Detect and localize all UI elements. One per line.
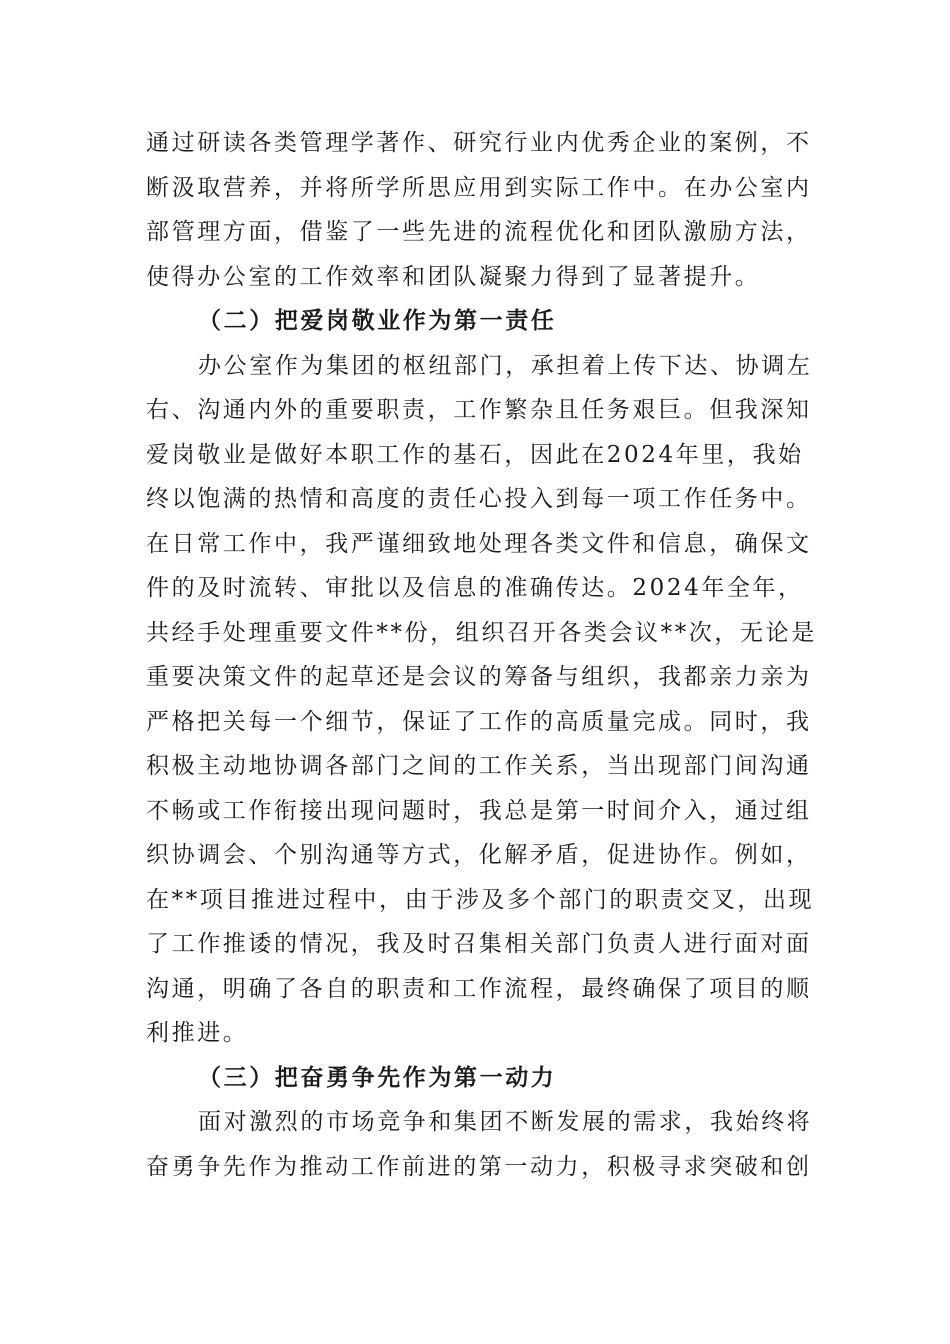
paragraph-line: 在日常工作中，我严谨细致地处理各类文件和信息，确保文 (146, 530, 812, 557)
paragraph-line: 不畅或工作衔接出现问题时，我总是第一时间介入，通过组 (146, 797, 812, 824)
paragraph-line: 面对激烈的市场竞争和集团不断发展的需求，我始终将 (198, 1109, 813, 1135)
paragraph-line: 件的及时流转、审批以及信息的准确传达。2024年全年， (146, 575, 804, 601)
paragraph-line: 断汲取营养，并将所学所思应用到实际工作中。在办公室内 (146, 174, 812, 201)
paragraph-line: 通过研读各类管理学著作、研究行业内优秀企业的案例，不 (146, 130, 812, 156)
paragraph-line: 共经手处理重要文件**份，组织召开各类会议**次，无论是 (146, 619, 817, 646)
paragraph-line: 在**项目推进过程中，由于涉及多个部门的职责交叉，出现 (146, 886, 815, 913)
paragraph-line: 办公室作为集团的枢纽部门，承担着上传下达、协调左 (198, 352, 813, 379)
paragraph-line: 了工作推诿的情况，我及时召集相关部门负责人进行面对面 (146, 931, 812, 957)
paragraph-line: 终以饱满的热情和高度的责任心投入到每一项工作任务中。 (146, 486, 812, 512)
document-body (146, 121, 817, 1189)
paragraph-line: 沟通，明确了各自的职责和工作流程，最终确保了项目的顺 (146, 975, 812, 1002)
section-heading: （二）把爱岗敬业作为第一责任 (198, 307, 557, 334)
section-heading: （三）把奋勇争先作为第一动力 (198, 1063, 557, 1091)
paragraph-line: 奋勇争先作为推动工作前进的第一动力，积极寻求突破和创 (146, 1153, 812, 1180)
paragraph-line: 爱岗敬业是做好本职工作的基石，因此在2024年里，我始 (146, 441, 804, 468)
paragraph-line: 使得办公室的工作效率和团队凝聚力得到了显著提升。 (146, 263, 761, 290)
paragraph-line: 重要决策文件的起草还是会议的筹备与组织，我都亲力亲为 (146, 664, 812, 690)
paragraph-line: 右、沟通内外的重要职责，工作繁杂且任务艰巨。但我深知 (146, 397, 812, 423)
paragraph-line: 织协调会、个别沟通等方式，化解矛盾，促进协作。例如， (146, 842, 812, 868)
paragraph-line: 严格把关每一个细节，保证了工作的高质量完成。同时，我 (146, 708, 812, 735)
paragraph-line: 利推进。 (146, 1020, 249, 1046)
paragraph-line: 积极主动地协调各部门之间的工作关系，当出现部门间沟通 (146, 753, 812, 779)
paragraph-line: 部管理方面，借鉴了一些先进的流程优化和团队激励方法， (146, 219, 812, 245)
